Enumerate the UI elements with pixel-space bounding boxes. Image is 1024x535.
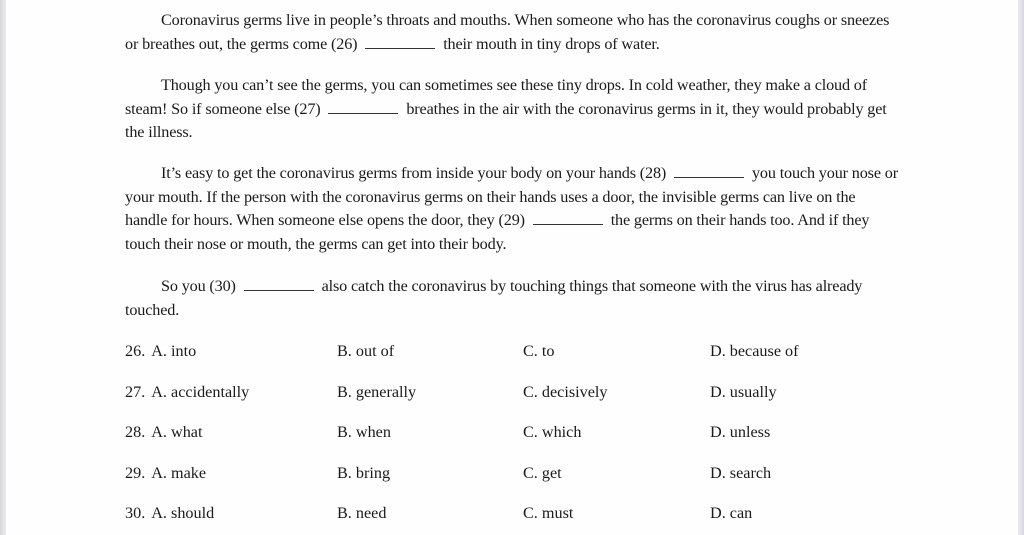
option-a xyxy=(125,502,214,524)
paragraph-3-text-before: It’s easy to get the coronavirus germs from inside your body on your hands (28) xyxy=(161,164,667,182)
option-d: D. search xyxy=(710,463,772,482)
option-c: C. which xyxy=(523,423,582,442)
question-number: 28. xyxy=(125,423,146,442)
option-d: D. because of xyxy=(710,342,799,360)
paragraph-2-text-after: breathes in the air with the coronavirus germs in it, they would probably get the illness. xyxy=(125,99,887,141)
paragraph-1 xyxy=(125,9,900,56)
question-number: 30. xyxy=(125,504,146,523)
question-number: 29. xyxy=(125,463,146,482)
option-d: D. unless xyxy=(710,423,771,442)
paragraph-3 xyxy=(125,162,900,256)
option-c: C. get xyxy=(523,463,562,482)
paragraph-1-text-before: Coronavirus germs live in people’s throats and mouths. When someone who has the coronavirus coughs or sneezes or breathes out, the germs come (26) xyxy=(125,11,890,53)
option-c: C. to xyxy=(523,342,555,360)
page-edge-right xyxy=(1018,0,1024,535)
option-b: B. out of xyxy=(337,342,395,360)
option-d: D. can xyxy=(710,504,753,523)
paragraph-4 xyxy=(125,275,900,322)
question-number: 27. xyxy=(125,382,146,401)
option-a xyxy=(125,462,206,484)
option-a-text: A. into xyxy=(151,342,197,360)
paragraph-2-text-before: Though you can’t see the germs, you can sometimes see these tiny drops. In cold weather, they make a cloud of steam! So if someone else (27) xyxy=(125,76,867,118)
option-b: B. need xyxy=(337,504,387,523)
paragraph-3-text-middle: you touch your nose or your mouth. If the person with the coronavirus germs on their hands uses a door, the invisible germs can live on the handle for hours. When someone else opens the door, they (29) xyxy=(125,164,898,229)
blank-26 xyxy=(365,34,435,49)
question-row-28 xyxy=(125,421,905,462)
question-row-26 xyxy=(125,340,905,381)
option-a-text: A. what xyxy=(151,423,203,442)
question-number: 26. xyxy=(125,342,146,360)
option-d: D. usually xyxy=(710,382,777,401)
option-a xyxy=(125,381,249,403)
answer-options xyxy=(125,340,905,535)
option-c: C. decisively xyxy=(523,382,608,401)
option-b: B. when xyxy=(337,423,391,442)
question-row-29 xyxy=(125,462,905,503)
paragraph-1-text-after: their mouth in tiny drops of water. xyxy=(443,34,660,53)
option-c: C. must xyxy=(523,504,574,523)
question-row-27 xyxy=(125,381,905,422)
page-edge-left xyxy=(0,0,6,535)
paragraph-4-text-after: also catch the coronavirus by touching things that someone with the virus has already touched. xyxy=(125,277,863,319)
paragraph-2 xyxy=(125,74,900,145)
question-row-30 xyxy=(125,502,905,535)
paragraph-3-text-after: the germs on their hands too. And if they touch their nose or mouth, the germs can get into their body. xyxy=(125,211,870,253)
option-b: B. bring xyxy=(337,463,391,482)
blank-30 xyxy=(244,276,314,291)
option-a xyxy=(125,421,202,443)
option-a-text: A. make xyxy=(151,463,207,482)
blank-28 xyxy=(674,163,744,178)
paragraph-4-text-before: So you (30) xyxy=(161,277,236,295)
option-a-text: A. accidentally xyxy=(151,382,250,401)
option-a-text: A. should xyxy=(151,504,215,523)
option-b: B. generally xyxy=(337,382,417,401)
blank-29 xyxy=(533,210,603,225)
blank-27 xyxy=(328,99,398,114)
option-a xyxy=(125,340,196,362)
